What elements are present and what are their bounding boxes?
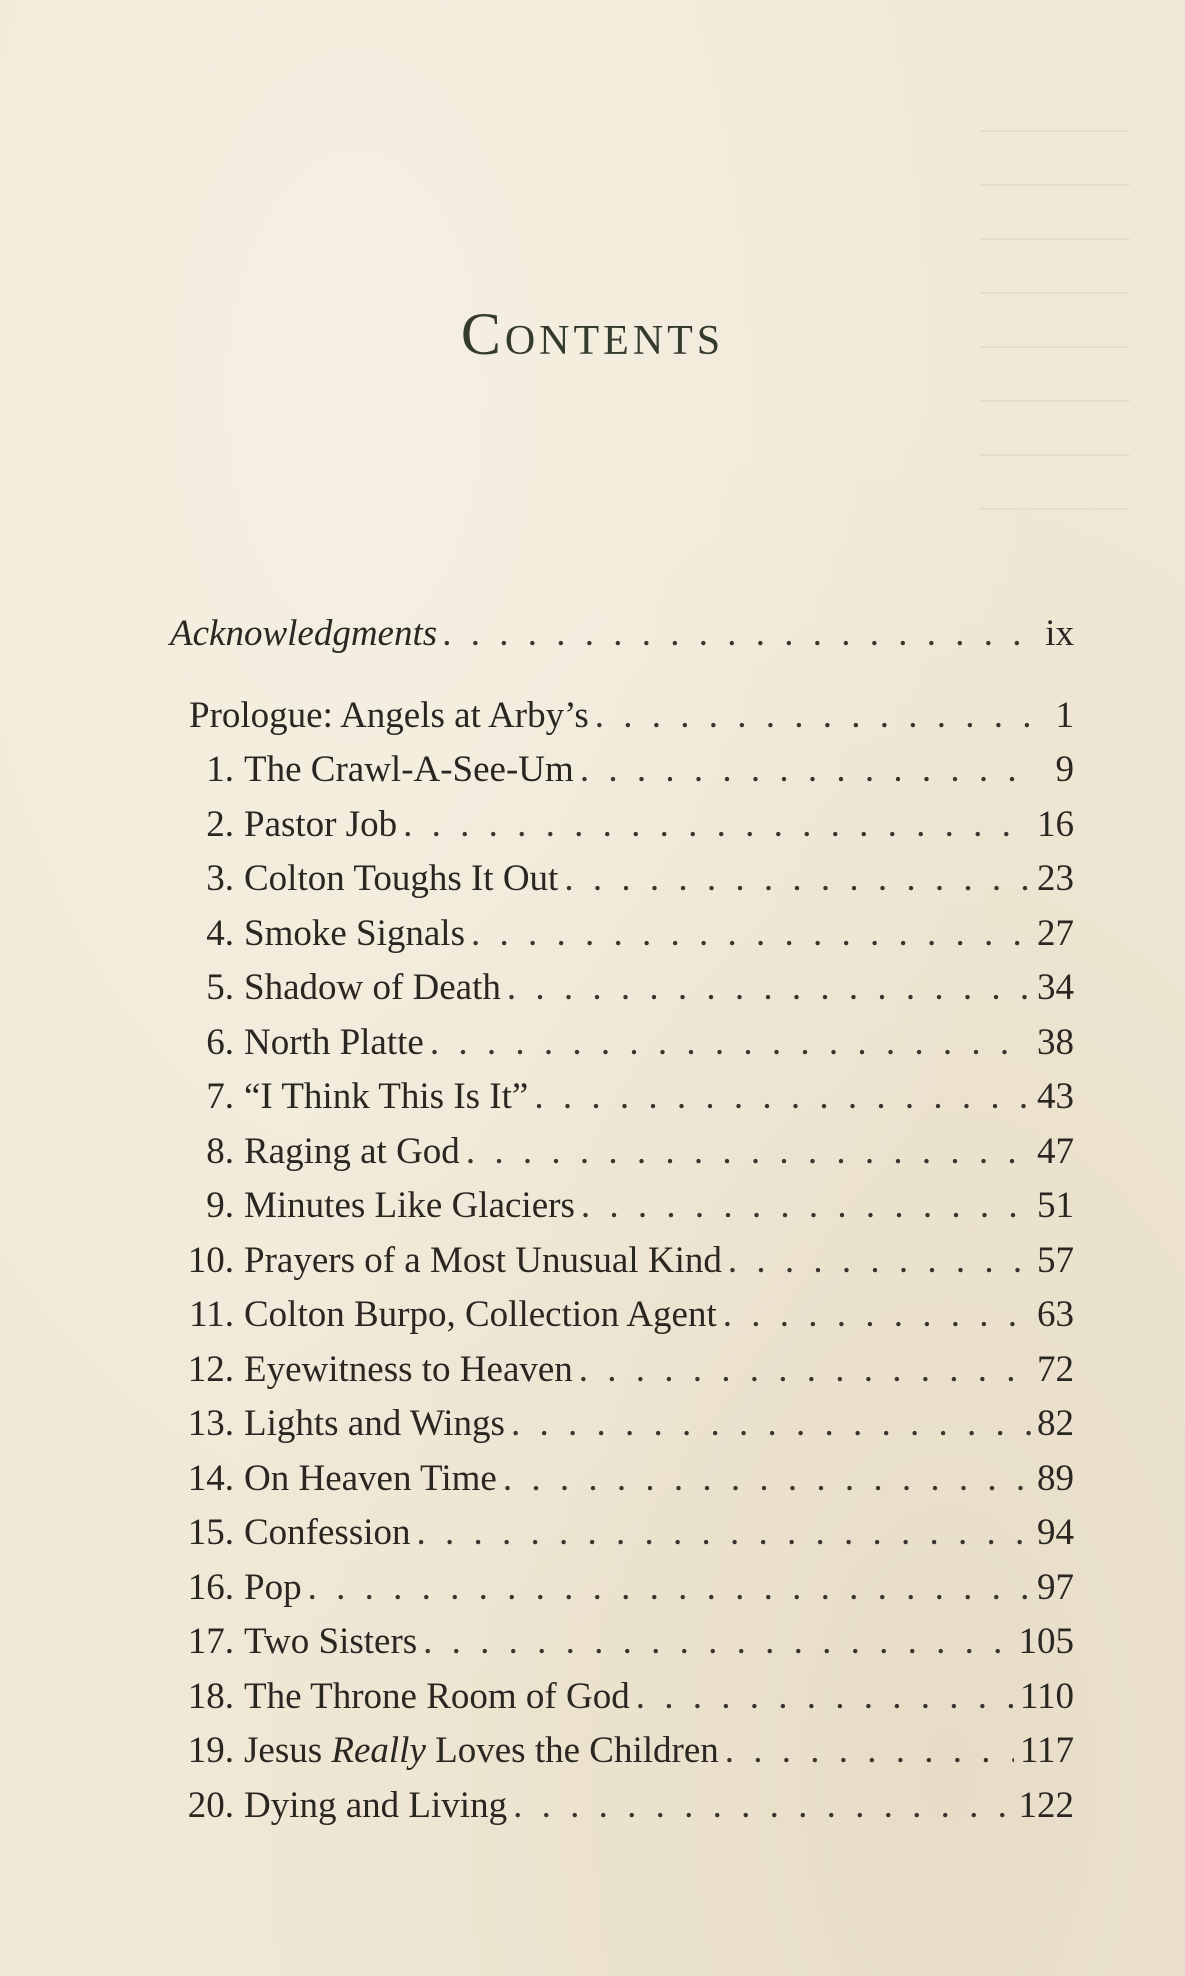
toc-entry-page: 72	[1037, 1348, 1074, 1390]
toc-entry-number: 16.	[187, 1566, 234, 1608]
toc-entry-number: 19.	[187, 1730, 234, 1771]
toc-entry-label: The Crawl-A-See-Um	[244, 749, 574, 790]
toc-entry-page: 89	[1037, 1457, 1074, 1499]
dot-leader	[308, 1566, 1031, 1609]
dot-leader	[513, 1784, 1012, 1827]
toc-entry-chapter-7	[170, 1075, 1074, 1130]
dot-leader	[728, 1239, 1031, 1282]
dot-leader	[507, 966, 1031, 1009]
toc-entry-label: Shadow of Death	[244, 967, 501, 1008]
toc-entry-label: Minutes Like Glaciers	[244, 1185, 575, 1226]
toc-entry-page: 1	[1055, 694, 1074, 736]
table-of-contents	[170, 612, 1074, 1838]
toc-entry-page: 34	[1037, 967, 1074, 1008]
toc-entry-label: Dying and Living	[244, 1784, 508, 1826]
toc-entry-page: 16	[1037, 803, 1074, 845]
toc-entry-chapter-14	[170, 1457, 1074, 1512]
show-through-text	[980, 130, 1130, 610]
toc-entry-page: ix	[1045, 613, 1074, 654]
toc-entry-label: Raging at God	[244, 1130, 460, 1172]
toc-entry-page: 82	[1037, 1403, 1074, 1444]
toc-entry-label: Confession	[244, 1512, 411, 1553]
toc-entry-number: 9.	[206, 1185, 234, 1226]
toc-entry-number: 18.	[187, 1675, 234, 1717]
toc-entry-number: 7.	[206, 1076, 234, 1117]
toc-entry-chapter-10	[170, 1239, 1074, 1294]
dot-leader	[580, 748, 1038, 791]
toc-entry-page: 97	[1037, 1566, 1074, 1608]
toc-entry-page: 47	[1037, 1130, 1074, 1172]
toc-entry-page: 117	[1019, 1730, 1074, 1771]
toc-entry-page: 63	[1037, 1294, 1074, 1335]
toc-entry-number: 17.	[187, 1621, 234, 1662]
toc-entry-label: On Heaven Time	[244, 1457, 497, 1499]
dot-leader	[636, 1675, 1014, 1718]
dot-leader	[723, 1293, 1031, 1336]
toc-entry-chapter-12	[170, 1348, 1074, 1403]
toc-entry-number: 13.	[187, 1403, 234, 1444]
toc-entry-number: 4.	[206, 912, 234, 954]
toc-entry-number: 3.	[206, 858, 234, 899]
toc-entry-label: The Throne Room of God	[244, 1675, 630, 1717]
toc-entry-number: 11.	[189, 1294, 234, 1335]
toc-entry-label-part: Jesus	[244, 1730, 332, 1771]
toc-entry-number: 12.	[187, 1348, 234, 1390]
dot-leader	[511, 1402, 1031, 1445]
dot-leader	[725, 1729, 1014, 1772]
toc-entry-number: 6.	[206, 1021, 234, 1063]
toc-entry-page: 110	[1019, 1675, 1074, 1717]
dot-leader	[443, 612, 1038, 655]
toc-entry-chapter-18	[170, 1675, 1074, 1730]
toc-entry-chapter-1	[170, 748, 1074, 803]
toc-entry-chapter-11	[170, 1293, 1074, 1348]
toc-entry-chapter-8	[170, 1130, 1074, 1185]
toc-entry-label: Colton Toughs It Out	[244, 858, 559, 899]
toc-entry-label: Pastor Job	[244, 803, 398, 845]
toc-entry-page: 51	[1037, 1185, 1074, 1226]
toc-entry-chapter-3	[170, 857, 1074, 912]
toc-entry-label: Colton Burpo, Collection Agent	[244, 1294, 717, 1335]
toc-entry-label: Acknowledgments	[170, 613, 438, 654]
dot-leader	[423, 1620, 1012, 1663]
toc-entry-page: 43	[1037, 1076, 1074, 1117]
toc-entry-number: 15.	[187, 1512, 234, 1553]
toc-entry-chapter-16	[170, 1566, 1074, 1621]
toc-entry-number: 1.	[206, 749, 234, 790]
toc-entry-chapter-20	[170, 1784, 1074, 1839]
toc-entry-chapter-6	[170, 1021, 1074, 1076]
toc-entry-label: Smoke Signals	[244, 912, 465, 954]
dot-leader	[564, 857, 1031, 900]
toc-entry-label: Eyewitness to Heaven	[244, 1348, 573, 1390]
toc-entry-label: Lights and Wings	[244, 1403, 505, 1444]
toc-entry-label: “I Think This Is It”	[244, 1076, 529, 1117]
toc-entry-chapter-19	[170, 1729, 1074, 1784]
toc-entry-number: 10.	[187, 1239, 234, 1281]
toc-entry-label: Two Sisters	[244, 1621, 418, 1662]
dot-leader	[466, 1130, 1031, 1173]
toc-entry-page: 9	[1055, 749, 1074, 790]
toc-entry-page: 27	[1037, 912, 1074, 954]
toc-entry-number: 14.	[187, 1457, 234, 1499]
toc-entry-acknowledgments	[170, 612, 1074, 667]
toc-entry-page: 94	[1037, 1512, 1074, 1553]
dot-leader	[471, 912, 1031, 955]
toc-entry-chapter-9	[170, 1184, 1074, 1239]
toc-entry-number: 2.	[206, 803, 234, 845]
toc-entry-page: 105	[1018, 1621, 1074, 1662]
toc-entry-page: 57	[1037, 1239, 1074, 1281]
dot-leader	[581, 1184, 1031, 1227]
toc-entry-chapter-13	[170, 1402, 1074, 1457]
toc-entry-label: Prologue: Angels at Arby’s	[189, 694, 589, 736]
toc-entry-label: Pop	[244, 1566, 302, 1608]
dot-leader	[417, 1511, 1032, 1554]
dot-leader	[403, 803, 1031, 846]
toc-entry-page: 38	[1037, 1021, 1074, 1063]
dot-leader	[534, 1075, 1031, 1118]
toc-entry-number: 20.	[187, 1784, 234, 1826]
toc-entry-page: 23	[1037, 858, 1074, 899]
toc-entry-label-emphasis: Really	[331, 1730, 426, 1771]
toc-entry-number: 5.	[206, 967, 234, 1008]
dot-leader	[595, 694, 1038, 737]
toc-entry-label: North Platte	[244, 1021, 424, 1063]
toc-entry-number: 8.	[206, 1130, 234, 1172]
page-title: Contents	[460, 301, 725, 367]
toc-entry-chapter-17	[170, 1620, 1074, 1675]
toc-entry-label-part: Loves the Children	[425, 1730, 719, 1771]
dot-leader	[503, 1457, 1031, 1500]
toc-entry-chapter-4	[170, 912, 1074, 967]
toc-entry-chapter-2	[170, 803, 1074, 858]
toc-entry-label	[244, 1729, 719, 1772]
dot-leader	[579, 1348, 1031, 1391]
toc-entry-label: Prayers of a Most Unusual Kind	[244, 1239, 722, 1281]
toc-entry-chapter-15	[170, 1511, 1074, 1566]
toc-entry-chapter-5	[170, 966, 1074, 1021]
dot-leader	[430, 1021, 1031, 1064]
toc-entry-page: 122	[1018, 1784, 1074, 1826]
toc-entry-prologue	[170, 694, 1074, 749]
